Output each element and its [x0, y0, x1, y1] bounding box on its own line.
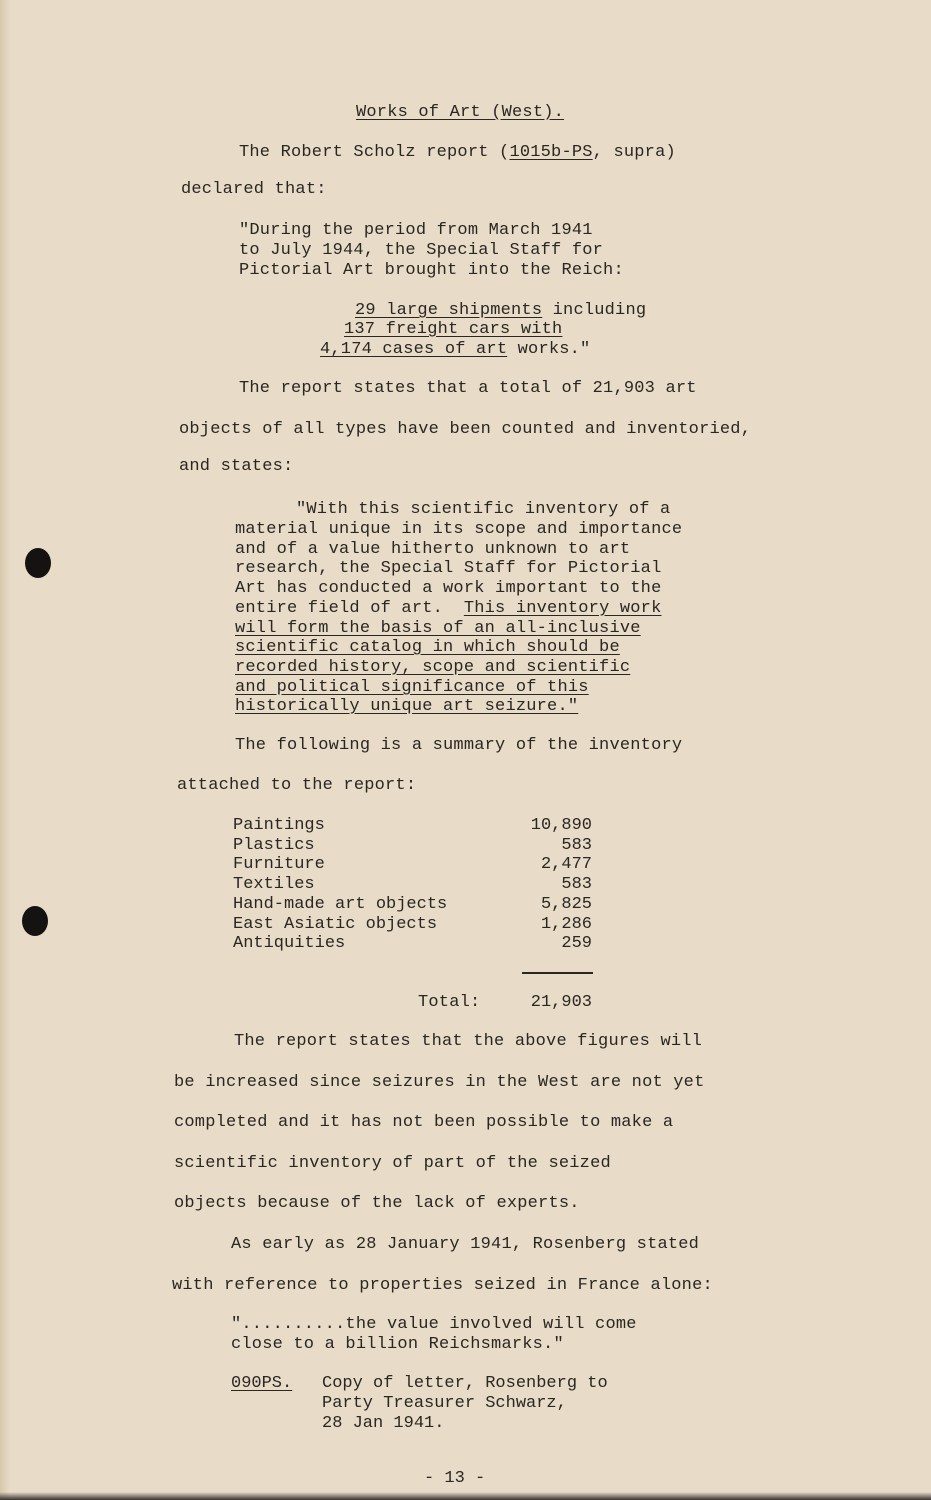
quote-2-line-4: research, the Special Staff for Pictorial [235, 559, 662, 578]
page-number: - 13 - [424, 1469, 486, 1488]
punch-hole-bottom [22, 906, 48, 936]
paragraph-1-line-2: declared that: [181, 180, 327, 199]
inventory-value: 1,286 [540, 915, 592, 934]
quote-2-line-6-underlined: This inventory work [463, 599, 662, 618]
paper-edge-bottom [0, 1492, 931, 1500]
inventory-label: Plastics [233, 836, 315, 855]
paragraph-4-line-3: completed and it has not been possible to make a [174, 1113, 674, 1132]
quote-3-line-2: close to a billion Reichsmarks." [231, 1335, 564, 1354]
inventory-value: 10,890 [530, 816, 592, 835]
inventory-label: Antiquities [233, 934, 346, 953]
paragraph-5-line-2: with reference to properties seized in France alone: [172, 1276, 713, 1295]
inventory-label: East Asiatic objects [233, 915, 438, 934]
document-reference: 1015b-PS [509, 143, 593, 162]
total-rule [522, 972, 593, 974]
para1-text-a: The Robert Scholz report ( [239, 143, 510, 162]
inventory-label: Paintings [233, 816, 325, 835]
inventory-value: 583 [561, 875, 592, 894]
paragraph-3-line-2: attached to the report: [177, 776, 417, 795]
reference-line-2: Party Treasurer Schwarz, [322, 1394, 567, 1413]
paragraph-2-line-2: objects of all types have been counted and inventoried, [179, 420, 752, 439]
paragraph-1-line-1 [239, 143, 676, 163]
quote-2-line-6 [235, 599, 661, 619]
reference-label: 090PS. [231, 1374, 293, 1393]
paragraph-2-line-3: and states: [179, 457, 294, 476]
quote-2-line-9: recorded history, scope and scientific [235, 658, 631, 677]
quote-2-line-6-text: entire field of art. [235, 599, 464, 618]
shipments-cases-rest: works." [507, 340, 591, 359]
total-value: 21,903 [530, 993, 592, 1012]
quote-2-line-5: Art has conducted a work important to the [235, 579, 662, 598]
shipments-line-2: 137 freight cars with [344, 320, 563, 339]
inventory-value: 583 [561, 836, 592, 855]
quote-2-line-1: "With this scientific inventory of a [296, 500, 671, 519]
paragraph-4-line-5: objects because of the lack of experts. [174, 1194, 580, 1213]
inventory-label: Textiles [233, 875, 315, 894]
shipments-underlined: 29 large shipments [355, 301, 543, 320]
paragraph-5-line-1: As early as 28 January 1941, Rosenberg stated [231, 1235, 700, 1254]
paragraph-2-line-1: The report states that a total of 21,903 art [239, 379, 697, 398]
reference-text [322, 1374, 608, 1434]
paragraph-4-line-4: scientific inventory of part of the seized [174, 1154, 611, 1173]
paragraph-4-line-2: be increased since seizures in the West are not yet [174, 1073, 705, 1092]
section-heading: Works of Art (West). [356, 103, 565, 122]
quote-1-line-3: Pictorial Art brought into the Reich: [239, 261, 624, 280]
punch-hole-top [25, 548, 51, 578]
shipments-line-3 [320, 340, 590, 360]
quote-1-line-2: to July 1944, the Special Staff for [239, 241, 604, 260]
quote-2-line-8: scientific catalog in which should be [235, 638, 620, 657]
paragraph-4-line-1: The report states that the above figures will [234, 1032, 703, 1051]
reference-line-3: 28 Jan 1941. [322, 1414, 445, 1433]
inventory-value: 259 [561, 934, 592, 953]
paragraph-3-line-1: The following is a summary of the inventory [235, 736, 683, 755]
quote-2-line-10: and political significance of this [235, 678, 589, 697]
quote-2-line-3: and of a value hitherto unknown to art [235, 540, 631, 559]
reference-line-1: Copy of letter, Rosenberg to [322, 1374, 608, 1393]
quote-1-line-1: "During the period from March 1941 [239, 221, 593, 240]
paper-edge-left [0, 0, 10, 1500]
inventory-label: Furniture [233, 855, 325, 874]
quote-2-line-7: will form the basis of an all-inclusive [235, 619, 641, 638]
inventory-value: 2,477 [540, 855, 592, 874]
quote-2-line-2: material unique in its scope and importance [235, 520, 683, 539]
para1-text-b: , supra) [592, 143, 676, 162]
quote-3-line-1: "..........the value involved will come [231, 1315, 637, 1334]
total-label: Total: [418, 993, 481, 1012]
inventory-label: Hand-made art objects [233, 895, 448, 914]
shipments-rest: including [542, 301, 647, 320]
shipments-line-1 [355, 301, 646, 321]
shipments-cases-underlined: 4,174 cases of art [320, 340, 508, 359]
quote-2-line-11: historically unique art seizure." [235, 697, 579, 716]
inventory-value: 5,825 [540, 895, 592, 914]
